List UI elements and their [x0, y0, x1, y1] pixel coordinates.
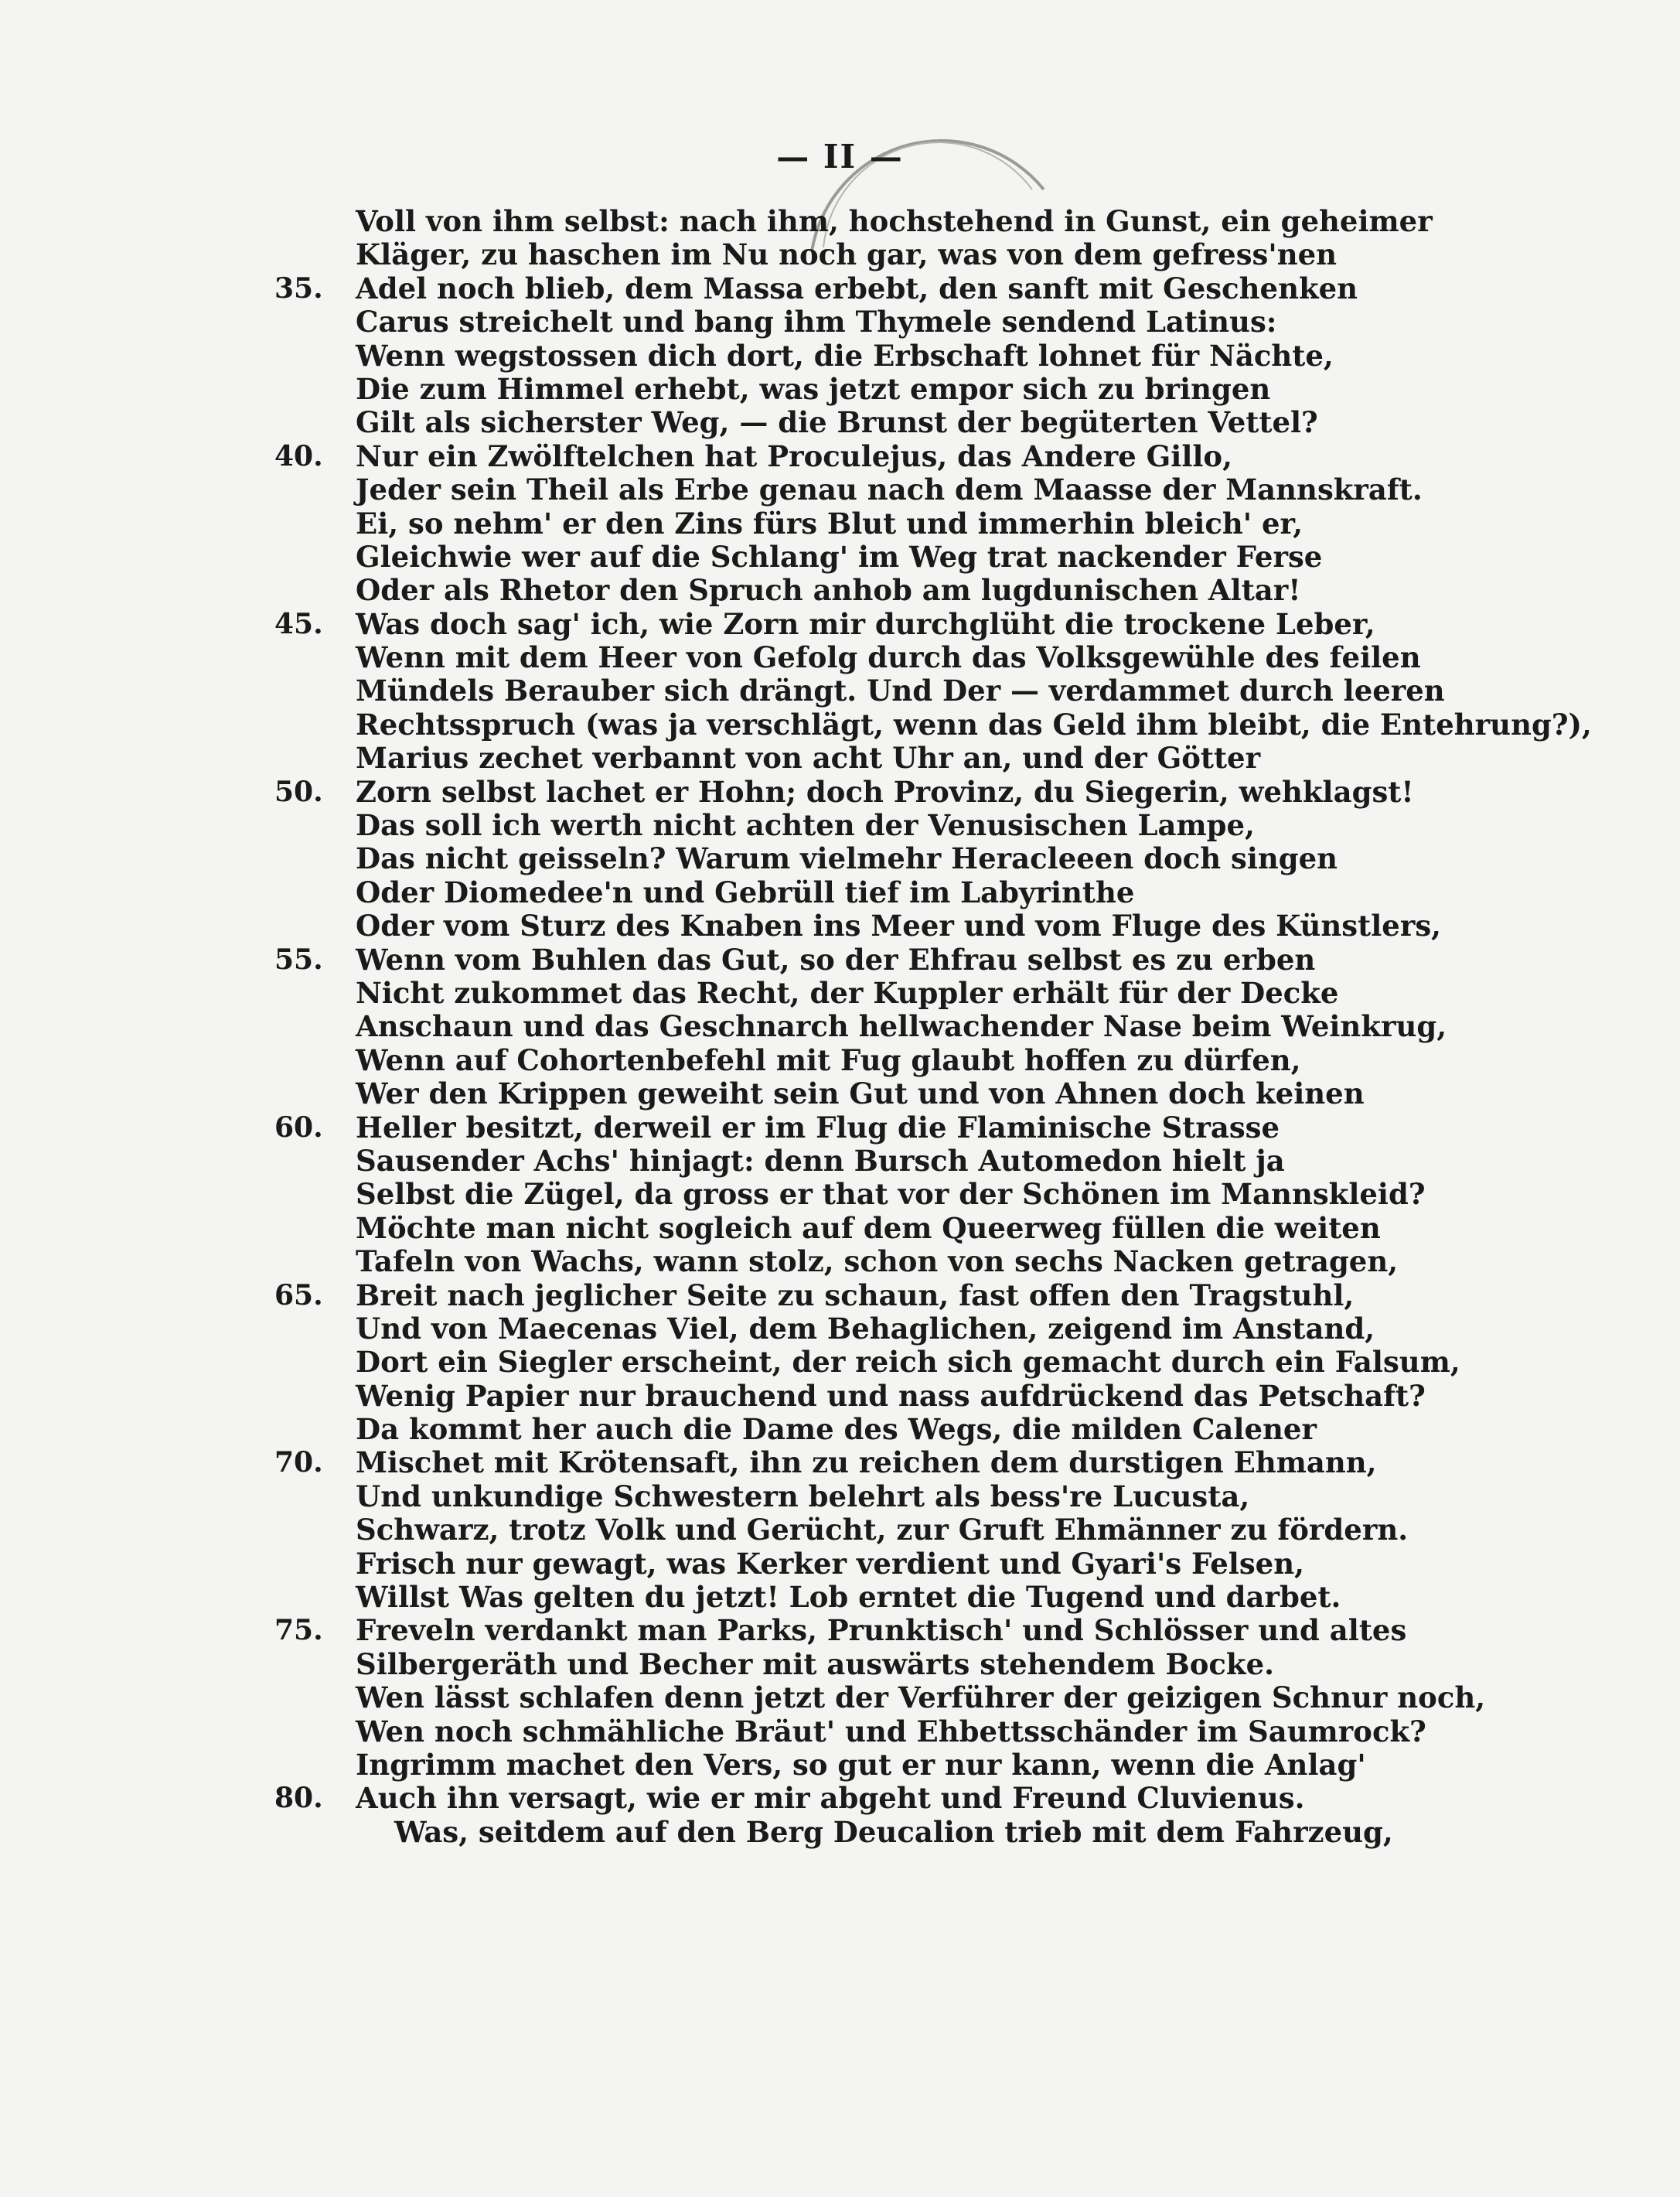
verse-text: Wenn auf Cohortenbefehl mit Fug glaubt hoffen zu dürfen, — [356, 1042, 1301, 1077]
verse-line — [274, 339, 1651, 373]
verse-text: Auch ihn versagt, wie er mir abgeht und Freund Cluvienus. — [356, 1781, 1305, 1816]
verse-text: Gleichwie wer auf die Schlang' im Weg trat nackender Ferse — [356, 539, 1323, 574]
verse-line — [274, 305, 1651, 339]
verse-text: Möchte man nicht sogleich auf dem Queerweg füllen die weiten — [356, 1210, 1381, 1245]
verse-line — [274, 507, 1651, 541]
verse-text: Wen noch schmähliche Bräut' und Ehbettsschänder im Saumrock? — [356, 1714, 1426, 1748]
page-number: — II — — [776, 138, 904, 176]
line-number: 45. — [274, 607, 323, 640]
verse-text: Wenn wegstossen dich dort, die Erbschaft lohnet für Nächte, — [356, 338, 1334, 373]
line-number: 70. — [274, 1446, 323, 1479]
verse-line — [274, 272, 1651, 305]
verse-text: Ingrimm machet den Vers, so gut er nur kann, wenn die Anlag' — [356, 1747, 1366, 1782]
verse-text: Ei, so nehm' er den Zins fürs Blut und immerhin bleich' er, — [356, 506, 1303, 541]
line-number: 35. — [274, 271, 323, 305]
verse-line — [274, 541, 1651, 574]
verse-text: Rechtsspruch (was ja verschlägt, wenn das Geld ihm bleibt, die Entehrung?), — [356, 707, 1592, 742]
verse-line — [274, 373, 1651, 406]
verse-text: Adel noch blieb, dem Massa erbebt, den sanft mit Geschenken — [356, 271, 1358, 305]
verse-line — [274, 608, 1651, 641]
verse-text: Gilt als sicherster Weg, — die Brunst der begüterten Vettel? — [356, 405, 1318, 440]
verse-text: Heller besitzt, derweil er im Flug die Flaminische Strasse — [356, 1110, 1280, 1145]
verse-text: Nicht zukommet das Recht, der Kuppler erhält für der Decke — [356, 975, 1339, 1010]
verse-text: Voll von ihm selbst: nach ihm, hochstehend in Gunst, ein geheimer — [356, 204, 1433, 238]
verse-text: Wenn vom Buhlen das Gut, so der Ehfrau selbst es zu erben — [356, 942, 1316, 977]
verse-line — [274, 406, 1651, 439]
verse-text: Carus streichelt und bang ihm Thymele sendend Latinus: — [356, 305, 1277, 339]
verse-text: Da kommt her auch die Dame des Wegs, die milden Calener — [356, 1412, 1317, 1447]
verse-line — [274, 574, 1651, 607]
verse-text: Nur ein Zwölftelchen hat Proculejus, das Andere Gillo, — [356, 438, 1232, 473]
verse-text: Silbergeräth und Becher mit auswärts stehendem Bocke. — [356, 1646, 1274, 1681]
verse-line — [274, 238, 1651, 271]
verse-text: Wenig Papier nur brauchend und nass aufdrückend das Petschaft? — [356, 1378, 1426, 1413]
verse-text: Marius zechet verbannt von acht Uhr an, und der Götter — [356, 741, 1261, 776]
line-number: 40. — [274, 439, 323, 472]
verse-text: Wen lässt schlafen denn jetzt der Verführer der geizigen Schnur noch, — [356, 1680, 1486, 1715]
verse-line — [274, 440, 1651, 473]
verse-text: Das nicht geisseln? Warum vielmehr Heracleeen doch singen — [356, 841, 1338, 876]
bleed-through-text — [1260, 773, 1678, 1918]
verse-text: Oder vom Sturz des Knaben ins Meer und vom Fluge des Künstlers, — [356, 909, 1442, 943]
verse-line — [274, 641, 1651, 674]
verse-text: Freveln verdankt man Parks, Prunktisch' und Schlösser und altes — [356, 1613, 1407, 1648]
verse-text: Und unkundige Schwestern belehrt als bess're Lucusta, — [356, 1479, 1250, 1513]
verse-text: Mischet mit Krötensaft, ihn zu reichen dem durstigen Ehmann, — [356, 1445, 1377, 1480]
line-number: 75. — [274, 1614, 323, 1647]
verse-line — [274, 473, 1651, 507]
verse-text: Breit nach jeglicher Seite zu schaun, fast offen den Tragstuhl, — [356, 1278, 1355, 1312]
line-number: 50. — [274, 775, 323, 808]
verse-text: Oder Diomedee'n und Gebrüll tief im Labyrinthe — [356, 875, 1135, 909]
verse-text: Das soll ich werth nicht achten der Venusischen Lampe, — [356, 808, 1255, 843]
verse-text: Wer den Krippen geweiht sein Gut und von Ahnen doch keinen — [356, 1076, 1365, 1111]
verse-text: Dort ein Siegler erscheint, der reich sich gemacht durch ein Falsum, — [356, 1345, 1460, 1380]
verse-text: Und von Maecenas Viel, dem Behaglichen, zeigend im Anstand, — [356, 1311, 1375, 1346]
verse-text: Willst Was gelten du jetzt! Lob erntet die Tugend und darbet. — [356, 1580, 1341, 1615]
verse-text: Sausender Achs' hinjagt: denn Bursch Automedon hielt ja — [356, 1143, 1285, 1178]
line-number: 55. — [274, 943, 323, 976]
verse-text: Wenn mit dem Heer von Gefolg durch das Volksgewühle des feilen — [356, 640, 1421, 675]
verse-text: Was, seitdem auf den Berg Deucalion trieb mit dem Fahrzeug, — [394, 1814, 1393, 1849]
line-number: 60. — [274, 1110, 323, 1144]
verse-line — [274, 708, 1651, 742]
line-number: 80. — [274, 1782, 323, 1815]
verse-text: Zorn selbst lachet er Hohn; doch Provinz, du Siegerin, wehklagst! — [356, 774, 1414, 809]
verse-text: Frisch nur gewagt, was Kerker verdient und Gyari's Felsen, — [356, 1546, 1304, 1581]
verse-text: Oder als Rhetor den Spruch anhob am lugdunischen Altar! — [356, 573, 1301, 608]
verse-line — [274, 742, 1651, 775]
verse-text: Die zum Himmel erhebt, was jetzt empor sich zu bringen — [356, 371, 1271, 406]
verse-text: Selbst die Zügel, da gross er that vor der Schönen im Mannskleid? — [356, 1177, 1426, 1212]
line-number: 65. — [274, 1278, 323, 1312]
verse-text: Kläger, zu haschen im Nu noch gar, was von dem gefress'nen — [356, 237, 1338, 272]
verse-text: Tafeln von Wachs, wann stolz, schon von sechs Nacken getragen, — [356, 1244, 1399, 1279]
verse-text: Jeder sein Theil als Erbe genau nach dem Maasse der Mannskraft. — [356, 472, 1423, 507]
verse-text: Schwarz, trotz Volk und Gerücht, zur Gruft Ehmänner zu fördern. — [356, 1513, 1409, 1547]
verse-line — [274, 205, 1651, 238]
verse-text: Mündels Berauber sich drängt. Und Der — verdammet durch leeren — [356, 674, 1445, 708]
verse-text: Anschaun und das Geschnarch hellwachender Nase beim Weinkrug, — [356, 1009, 1447, 1044]
verse-line — [274, 674, 1651, 708]
verse-text: Was doch sag' ich, wie Zorn mir durchglüht die trockene Leber, — [356, 606, 1375, 641]
